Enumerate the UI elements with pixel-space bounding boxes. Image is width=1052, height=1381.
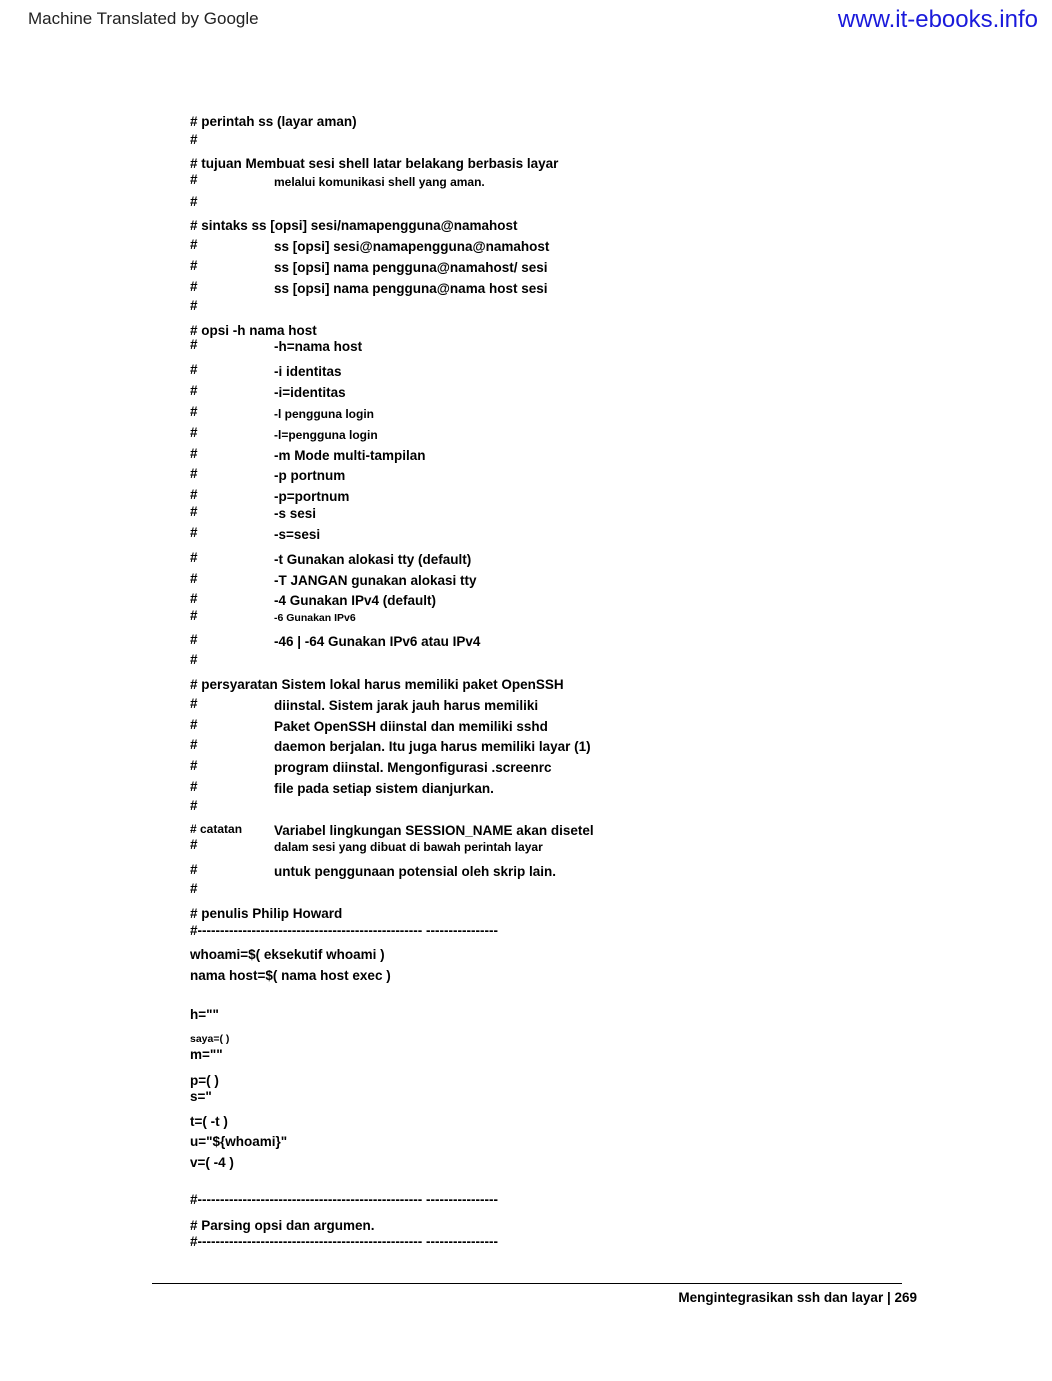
code-line (190, 467, 890, 485)
comment-mark: # (190, 779, 198, 794)
comment-mark: # (190, 504, 198, 519)
code-line (190, 155, 890, 173)
code-line (190, 551, 890, 569)
comment-mark: # (190, 608, 198, 623)
code-line (190, 131, 890, 149)
code-line (190, 505, 890, 523)
code-line (190, 838, 890, 856)
code-line (190, 780, 890, 798)
code-text: h="" (190, 1007, 219, 1022)
code-text: -46 | -64 Gunakan IPv6 atau IPv4 (274, 634, 481, 649)
code-text: -p=portnum (274, 489, 350, 504)
code-text: Paket OpenSSH diinstal dan memiliki sshd (274, 719, 548, 734)
comment-mark: # (190, 487, 198, 502)
running-footer: Mengintegrasikan ssh dan layar | 269 (678, 1290, 917, 1305)
code-line (190, 863, 890, 881)
comment-mark: # (190, 383, 198, 398)
comment-mark: # (190, 525, 198, 540)
comment-mark: # catatan (190, 822, 243, 836)
code-line (190, 297, 890, 315)
comment-mark: # (190, 466, 198, 481)
comment-mark: # (190, 172, 198, 187)
code-text: u="${whoami}" (190, 1134, 288, 1149)
code-text: -4 Gunakan IPv4 (default) (274, 593, 437, 608)
code-line (190, 426, 890, 444)
code-line (190, 922, 890, 940)
code-text: ss [opsi] nama pengguna@nama host sesi (274, 281, 548, 296)
code-text: -t Gunakan alokasi tty (default) (274, 552, 472, 567)
comment-mark: # (190, 717, 198, 732)
code-text: program diinstal. Mengonfigurasi .screenrc (274, 760, 552, 775)
code-text: p=( ) (190, 1073, 219, 1088)
code-line (190, 1006, 890, 1024)
code-text: -p portnum (274, 468, 346, 483)
code-text: -s=sesi (274, 527, 321, 542)
site-link[interactable]: www.it-ebooks.info (837, 6, 1038, 33)
comment-mark: # (190, 571, 198, 586)
code-line (190, 633, 890, 651)
code-text: daemon berjalan. Itu juga harus memiliki layar (1) (274, 739, 591, 754)
code-text: # tujuan Membuat sesi shell latar belakang berbasis layar (190, 156, 559, 171)
code-line (190, 1233, 890, 1251)
code-text: -s sesi (274, 506, 317, 521)
code-line (190, 1046, 890, 1064)
code-text: # opsi -h nama host (190, 323, 317, 338)
code-line (190, 592, 890, 610)
code-line (190, 113, 890, 131)
code-text: melalui komunikasi shell yang aman. (274, 175, 485, 189)
code-line (190, 797, 890, 815)
code-text: -i=identitas (274, 385, 346, 400)
code-line (190, 173, 890, 191)
code-text: # persyaratan Sistem lokal harus memiliki paket OpenSSH (190, 677, 564, 692)
code-text: m="" (190, 1047, 223, 1062)
code-line (190, 759, 890, 777)
code-text: t=( -t ) (190, 1114, 228, 1129)
code-line (190, 526, 890, 544)
code-text: ss [opsi] sesi@namapengguna@namahost (274, 239, 550, 254)
code-line (190, 1154, 890, 1172)
code-line (190, 572, 890, 590)
code-text: -h=nama host (274, 339, 363, 354)
code-line (190, 738, 890, 756)
comment-mark: # (190, 404, 198, 419)
separator-line: #-------------------------------------------------- ---------------- (190, 1192, 498, 1207)
code-line (190, 217, 890, 235)
separator-line: #-------------------------------------------------- ---------------- (190, 1234, 498, 1249)
comment-mark: # (190, 258, 198, 273)
code-line (190, 447, 890, 465)
code-line (190, 1191, 890, 1209)
code-line (190, 718, 890, 736)
code-text: v=( -4 ) (190, 1155, 234, 1170)
code-line (190, 238, 890, 256)
code-line (190, 405, 890, 423)
code-line (190, 363, 890, 381)
code-text: nama host=$( nama host exec ) (190, 968, 391, 983)
code-text: # (190, 132, 198, 147)
code-text: # (190, 881, 198, 896)
code-line (190, 280, 890, 298)
code-text: s=" (190, 1089, 212, 1104)
code-text: saya=( ) (190, 1033, 230, 1045)
comment-mark: # (190, 279, 198, 294)
footer-divider (152, 1283, 902, 1284)
code-line (190, 676, 890, 694)
translation-notice: Machine Translated by Google (28, 9, 259, 28)
code-text: Variabel lingkungan SESSION_NAME akan disetel (274, 823, 594, 838)
code-text: whoami=$( eksekutif whoami ) (190, 947, 385, 962)
comment-mark: # (190, 696, 198, 711)
code-text: # sintaks ss [opsi] sesi/namapengguna@namahost (190, 218, 518, 233)
code-line (190, 1113, 890, 1131)
code-line (190, 338, 890, 356)
code-line (190, 905, 890, 923)
separator-line: #-------------------------------------------------- ---------------- (190, 923, 498, 938)
code-text: diinstal. Sistem jarak jauh harus memiliki (274, 698, 539, 713)
comment-mark: # (190, 425, 198, 440)
code-text: # (190, 298, 198, 313)
code-text: -m Mode multi-tampilan (274, 448, 426, 463)
comment-mark: # (190, 362, 198, 377)
code-text: # (190, 798, 198, 813)
code-line (190, 697, 890, 715)
code-text: # (190, 194, 198, 209)
comment-mark: # (190, 237, 198, 252)
code-line (190, 880, 890, 898)
code-line (190, 651, 890, 669)
code-text: -l pengguna login (274, 407, 374, 421)
comment-mark: # (190, 862, 198, 877)
code-line (190, 259, 890, 277)
code-line (190, 946, 890, 964)
code-line (190, 967, 890, 985)
comment-mark: # (190, 758, 198, 773)
code-text: # (190, 652, 198, 667)
code-text: # perintah ss (layar aman) (190, 114, 357, 129)
comment-mark: # (190, 337, 198, 352)
comment-mark: # (190, 446, 198, 461)
code-text: dalam sesi yang dibuat di bawah perintah layar (274, 840, 543, 854)
comment-mark: # (190, 737, 198, 752)
code-text: -T JANGAN gunakan alokasi tty (274, 573, 477, 588)
code-line (190, 384, 890, 402)
code-text: untuk penggunaan potensial oleh skrip lain. (274, 864, 557, 879)
code-line (190, 1133, 890, 1151)
comment-mark: # (190, 837, 198, 852)
code-text: # penulis Philip Howard (190, 906, 343, 921)
comment-mark: # (190, 550, 198, 565)
comment-mark: # (190, 632, 198, 647)
code-text: # Parsing opsi dan argumen. (190, 1218, 375, 1233)
code-text: file pada setiap sistem dianjurkan. (274, 781, 494, 796)
code-text: -i identitas (274, 364, 342, 379)
comment-mark: # (190, 591, 198, 606)
code-line (190, 609, 890, 627)
code-line (190, 1088, 890, 1106)
code-text: -l=pengguna login (274, 428, 378, 442)
code-line (190, 488, 890, 506)
code-line (190, 193, 890, 211)
code-text: ss [opsi] nama pengguna@namahost/ sesi (274, 260, 548, 275)
code-text: -6 Gunakan IPv6 (274, 612, 356, 624)
